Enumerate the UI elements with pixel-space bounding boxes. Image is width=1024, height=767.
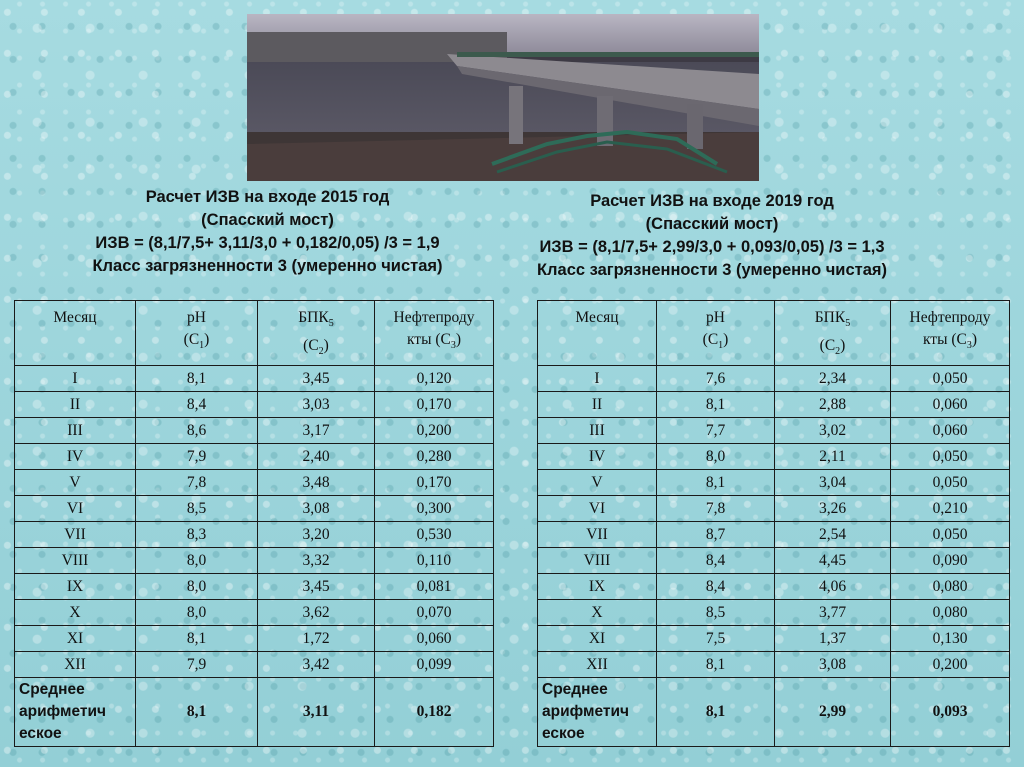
caption-class: Класс загрязненности 3 (умеренно чистая) xyxy=(536,261,888,279)
mean-bpk: 2,99 xyxy=(775,678,891,747)
mean-label: Среднее арифметич еское xyxy=(538,678,657,747)
cell-bpk: 3,08 xyxy=(258,496,375,522)
cell-ph: 8,1 xyxy=(136,626,258,652)
cell-oil: 0,300 xyxy=(375,496,494,522)
cell-oil: 0,050 xyxy=(891,522,1010,548)
cell-oil: 0,081 xyxy=(375,574,494,600)
table-row xyxy=(538,392,1010,418)
mean-row xyxy=(538,678,1010,747)
cell-ph: 8,0 xyxy=(657,444,775,470)
caption-class: Класс загрязненности 3 (умеренно чистая) xyxy=(92,257,443,275)
table-row xyxy=(15,522,494,548)
caption-formula: ИЗВ = (8,1/7,5+ 2,99/3,0 + 0,093/0,05) /3 = 1,3 xyxy=(539,238,885,256)
mean-ph: 8,1 xyxy=(657,678,775,747)
cell-bpk: 2,40 xyxy=(258,444,375,470)
table-row xyxy=(15,392,494,418)
caption-formula: ИЗВ = (8,1/7,5+ 3,11/3,0 + 0,182/0,05) /3 = 1,9 xyxy=(95,234,440,252)
cell-oil: 0,110 xyxy=(375,548,494,574)
cell-bpk: 4,06 xyxy=(775,574,891,600)
cell-bpk: 3,45 xyxy=(258,366,375,392)
cell-ph: 7,8 xyxy=(136,470,258,496)
cell-month: XII xyxy=(15,652,136,678)
header-month: Месяц xyxy=(15,301,136,366)
cell-oil: 0,130 xyxy=(891,626,1010,652)
cell-month: VII xyxy=(15,522,136,548)
cell-bpk: 3,48 xyxy=(258,470,375,496)
table-row xyxy=(538,652,1010,678)
table-header-row xyxy=(538,301,1010,366)
table-row xyxy=(538,418,1010,444)
cell-oil: 0,080 xyxy=(891,600,1010,626)
cell-oil: 0,060 xyxy=(891,418,1010,444)
cell-month: IX xyxy=(15,574,136,600)
mean-label: Среднее арифметич еское xyxy=(15,678,136,747)
cell-month: VIII xyxy=(538,548,657,574)
cell-oil: 0,280 xyxy=(375,444,494,470)
cell-ph: 8,1 xyxy=(657,392,775,418)
table-row xyxy=(15,496,494,522)
cell-bpk: 3,02 xyxy=(775,418,891,444)
cell-bpk: 3,45 xyxy=(258,574,375,600)
cell-month: I xyxy=(15,366,136,392)
table-header-row xyxy=(15,301,494,366)
cell-bpk: 3,08 xyxy=(775,652,891,678)
cell-ph: 8,4 xyxy=(657,548,775,574)
cell-month: IV xyxy=(15,444,136,470)
cell-ph: 7,8 xyxy=(657,496,775,522)
table-row xyxy=(15,626,494,652)
header-oil: Нефтепроду кты $(C_3)$ xyxy=(891,301,1010,366)
mean-oil: 0,093 xyxy=(891,678,1010,747)
cell-bpk: 1,72 xyxy=(258,626,375,652)
cell-oil: 0,120 xyxy=(375,366,494,392)
header-bpk: $БПК_5$ $(C_2)$ xyxy=(775,301,891,366)
cell-ph: 7,9 xyxy=(136,444,258,470)
caption-2019 xyxy=(462,190,962,282)
table-row xyxy=(15,444,494,470)
cell-month: III xyxy=(538,418,657,444)
table-row xyxy=(15,574,494,600)
cell-month: I xyxy=(538,366,657,392)
cell-oil: 0,099 xyxy=(375,652,494,678)
cell-bpk: 3,62 xyxy=(258,600,375,626)
table-row xyxy=(15,366,494,392)
cell-bpk: 2,88 xyxy=(775,392,891,418)
cell-oil: 0,050 xyxy=(891,470,1010,496)
cell-ph: 8,0 xyxy=(136,548,258,574)
cell-ph: 7,6 xyxy=(657,366,775,392)
cell-ph: 8,1 xyxy=(136,366,258,392)
header-ph: pH $(C_1)$ xyxy=(136,301,258,366)
cell-month: V xyxy=(538,470,657,496)
table-row xyxy=(538,366,1010,392)
cell-month: IX xyxy=(538,574,657,600)
cell-bpk: 3,32 xyxy=(258,548,375,574)
header-bpk: $БПК_5$ $(C_2)$ xyxy=(258,301,375,366)
header-oil: Нефтепроду кты $(C_3)$ xyxy=(375,301,494,366)
table-row xyxy=(538,548,1010,574)
caption-title: Расчет ИЗВ на входе 2019 год xyxy=(590,192,834,210)
cell-ph: 8,0 xyxy=(136,574,258,600)
mean-oil: 0,182 xyxy=(375,678,494,747)
cell-ph: 8,5 xyxy=(657,600,775,626)
cell-oil: 0,170 xyxy=(375,392,494,418)
table-row xyxy=(15,470,494,496)
cell-oil: 0,170 xyxy=(375,470,494,496)
header-month: Месяц xyxy=(538,301,657,366)
cell-bpk: 4,45 xyxy=(775,548,891,574)
cell-oil: 0,200 xyxy=(891,652,1010,678)
caption-location: (Спасский мост) xyxy=(201,211,334,229)
bridge-photo xyxy=(247,14,759,181)
table-row xyxy=(15,652,494,678)
cell-month: XI xyxy=(15,626,136,652)
cell-bpk: 3,77 xyxy=(775,600,891,626)
cell-month: X xyxy=(538,600,657,626)
cell-oil: 0,530 xyxy=(375,522,494,548)
mean-bpk: 3,11 xyxy=(258,678,375,747)
caption-2015 xyxy=(20,186,515,278)
table-row xyxy=(538,600,1010,626)
table-row xyxy=(538,626,1010,652)
table-row xyxy=(538,470,1010,496)
cell-month: X xyxy=(15,600,136,626)
cell-ph: 8,1 xyxy=(657,470,775,496)
table-row xyxy=(538,444,1010,470)
cell-ph: 8,4 xyxy=(657,574,775,600)
cell-month: XII xyxy=(538,652,657,678)
caption-title: Расчет ИЗВ на входе 2015 год xyxy=(145,188,390,206)
cell-oil: 0,050 xyxy=(891,444,1010,470)
caption-location: (Спасский мост) xyxy=(645,215,779,233)
cell-bpk: 2,11 xyxy=(775,444,891,470)
cell-bpk: 2,54 xyxy=(775,522,891,548)
cell-oil: 0,060 xyxy=(375,626,494,652)
cell-oil: 0,080 xyxy=(891,574,1010,600)
cell-ph: 8,4 xyxy=(136,392,258,418)
cell-month: II xyxy=(538,392,657,418)
table-row xyxy=(538,496,1010,522)
cell-bpk: 3,20 xyxy=(258,522,375,548)
cell-oil: 0,050 xyxy=(891,366,1010,392)
table-2015 xyxy=(14,300,494,747)
cell-ph: 8,3 xyxy=(136,522,258,548)
table-row xyxy=(15,548,494,574)
header-ph: pH $(C_1)$ xyxy=(657,301,775,366)
cell-month: III xyxy=(15,418,136,444)
cell-bpk: 3,26 xyxy=(775,496,891,522)
cell-bpk: 3,04 xyxy=(775,470,891,496)
cell-ph: 7,5 xyxy=(657,626,775,652)
cell-ph: 8,6 xyxy=(136,418,258,444)
cell-bpk: 1,37 xyxy=(775,626,891,652)
table-row xyxy=(538,574,1010,600)
cell-ph: 8,7 xyxy=(657,522,775,548)
cell-bpk: 2,34 xyxy=(775,366,891,392)
table-2019 xyxy=(537,300,1010,747)
cell-month: VI xyxy=(15,496,136,522)
cell-month: VI xyxy=(538,496,657,522)
cell-ph: 8,0 xyxy=(136,600,258,626)
cell-ph: 8,1 xyxy=(657,652,775,678)
cell-bpk: 3,42 xyxy=(258,652,375,678)
cell-oil: 0,070 xyxy=(375,600,494,626)
cell-oil: 0,210 xyxy=(891,496,1010,522)
cell-month: IV xyxy=(538,444,657,470)
table-row xyxy=(15,600,494,626)
table-row xyxy=(15,418,494,444)
cell-oil: 0,200 xyxy=(375,418,494,444)
cell-month: VII xyxy=(538,522,657,548)
cell-bpk: 3,17 xyxy=(258,418,375,444)
cell-month: VIII xyxy=(15,548,136,574)
cell-bpk: 3,03 xyxy=(258,392,375,418)
cell-oil: 0,090 xyxy=(891,548,1010,574)
cell-month: V xyxy=(15,470,136,496)
mean-ph: 8,1 xyxy=(136,678,258,747)
mean-row xyxy=(15,678,494,747)
cell-month: II xyxy=(15,392,136,418)
table-row xyxy=(538,522,1010,548)
cell-ph: 7,9 xyxy=(136,652,258,678)
cell-oil: 0,060 xyxy=(891,392,1010,418)
cell-ph: 8,5 xyxy=(136,496,258,522)
cell-month: XI xyxy=(538,626,657,652)
cell-ph: 7,7 xyxy=(657,418,775,444)
